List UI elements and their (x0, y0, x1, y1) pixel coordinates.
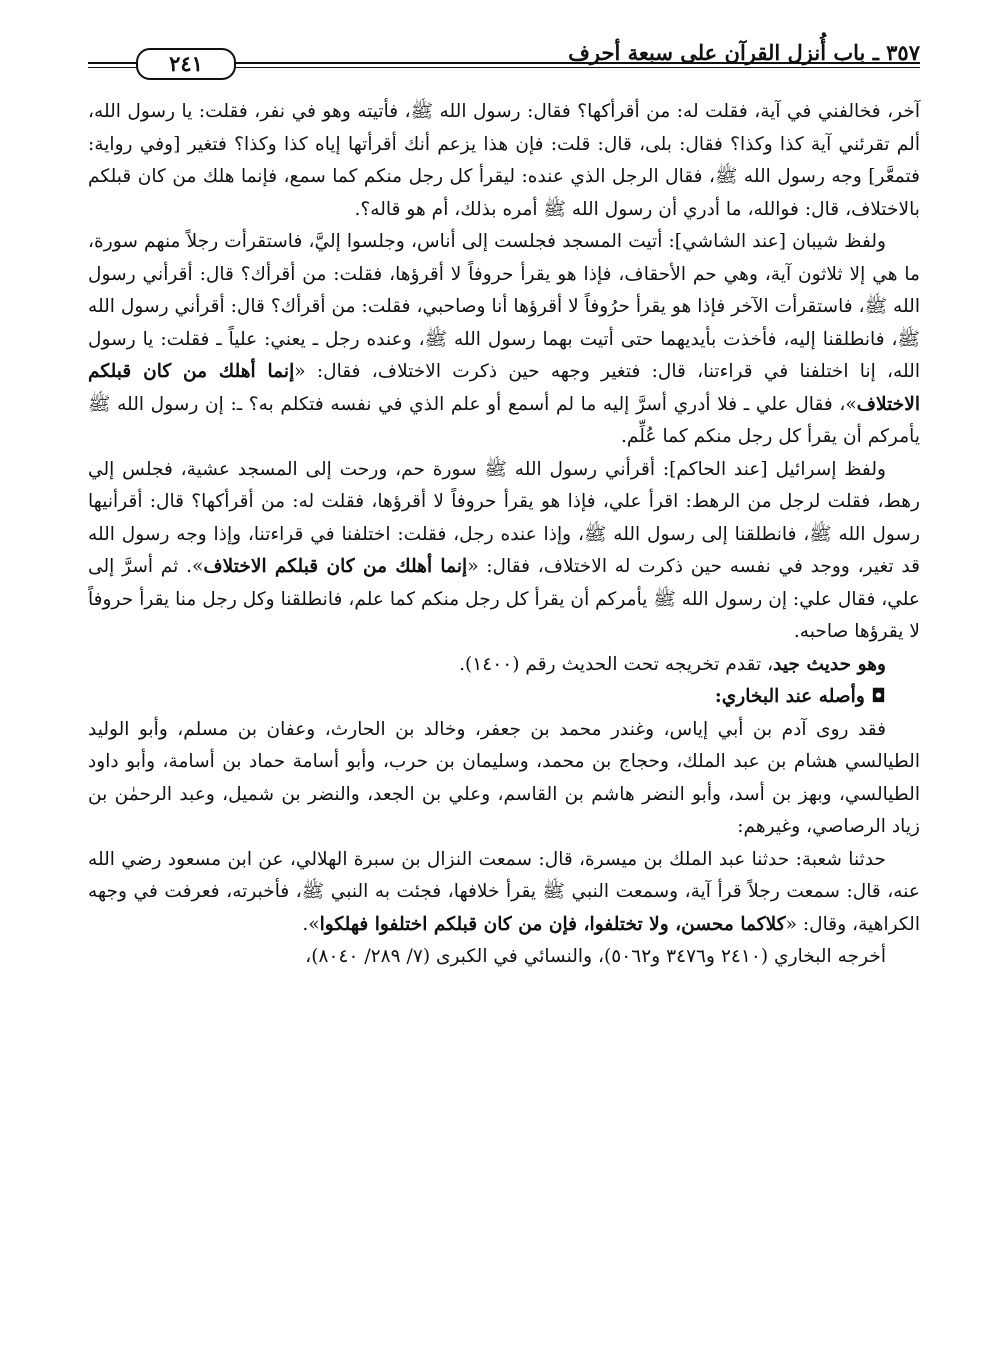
paragraph (88, 96, 920, 226)
bold-text: إنما أهلك من كان قبلكم الاختلاف (88, 361, 920, 415)
paragraph-text: ، تقدم تخريجه تحت الحديث رقم (١٤٠٠). (459, 653, 774, 675)
bold-text: كلاكما محسن، ولا تختلفوا، فإن من كان قبلكم اختلفوا فهلكوا (319, 913, 786, 935)
paragraph-text: حدثنا شعبة: حدثنا عبد الملك بن ميسرة، قال: سمعت النزال بن سبرة الهلالي، عن ابن مسعود رضي الله عنه، قال: سمعت رجلاً قرأ آية، وسمعت النبي ﷺ يقرأ خلافها، فجئت به النبي ﷺ، فأخبرته، فعرفت في وجهه الكراهية، وقال: « (88, 848, 920, 935)
paragraph (88, 941, 920, 974)
paragraph (88, 681, 920, 714)
paragraph (88, 714, 920, 844)
running-header (88, 40, 920, 80)
paragraph-text: أخرجه البخاري (٢٤١٠ و٣٤٧٦ و٥٠٦٢)، والنسائي في الكبرى (٧/ ٢٨٩/ ٨٠٤٠)، (305, 946, 886, 967)
paragraph-text: ». ثم أسرَّ إلى علي، فقال علي: إن رسول الله ﷺ يأمركم أن يقرأ كل رجل منكم كما علم، فانطلقنا وكل رجل منا يقرأ حروفاً لا يقرؤها صاحبه. (88, 556, 920, 642)
paragraph-text: ولفظ شيبان [عند الشاشي]: أتيت المسجد فجلست إلى أناس، وجلسوا إليَّ، فاستقرأت رجلاً منهم سورة، ما هي إلا ثلاثون آية، وهي حم الأحقاف، فإذا هو يقرأ حروفاً لا أقرؤها، فقلت: من أقرأك؟ قال: أقرأني رسول الله ﷺ، فاستقرأت الآخر فإذا هو يقرأ حرُوفاً لا أقرؤها أنا وصاحبي، فقلت: من أقرأك؟ قال: أقرأني رسول الله ﷺ، فانطلقنا إليه، فأخذت بأيديهما حتى أتيت بهما رسول الله ﷺ، وعنده رجل ـ يعني: علياً ـ فقلت: يا رسول الله، إنا اختلفنا في قراءتنا، قال: فتغير وجهه حين ذكرت الاختلاف، فقال: « (88, 231, 920, 382)
paragraph-text: ». (302, 913, 320, 935)
paragraph-text: فقد روى آدم بن أبي إياس، وغندر محمد بن جعفر، وخالد بن الحارث، وعفان بن مسلم، وأبو الوليد الطيالسي هشام بن عبد الملك، وحجاج بن محمد، وسليمان بن حرب، وأبو أسامة حماد بن أسامة، وأبو داود الطيالسي، وبهز بن أسد، وأبو النضر هاشم بن القاسم، وعلي بن الجعد، والنضر بن شميل، وعبد الرحمٰن بن زياد الرصاصي، وغيرهم: (88, 718, 920, 837)
paragraph (88, 454, 920, 649)
document-body (88, 96, 920, 974)
bold-text: ◘ وأصله عند البخاري: (714, 686, 886, 707)
page-number: ٢٤١ (136, 48, 236, 80)
paragraph-text: ولفظ إسرائيل [عند الحاكم]: أقرأني رسول الله ﷺ سورة حم، ورحت إلى المسجد عشية، فجلس إلي رهط، فقلت لرجل من الرهط: اقرأ علي، فإذا هو يقرأ حروفاً لا أقرؤها، فقلت له: من أقرأكها؟ قال: أقرأنيها رسول الله ﷺ، فانطلقنا إلى رسول الله ﷺ، وإذا عنده رجل، فقلت: اختلفنا في قراءتنا، وإذا وجه رسول الله قد تغير، ووجد في نفسه حين ذكرت له الاختلاف، فقال: « (88, 458, 920, 577)
paragraph-text: آخر، فخالفني في آية، فقلت له: من أقرأكها؟ فقال: رسول الله ﷺ، فأتيته وهو في نفر، فقلت: يا رسول الله، ألم تقرئني آية كذا وكذا؟ فقال: بلى، قال: قلت: فإن هذا يزعم أنك أقرأتها إياه كذا وكذا؟ فتغير [وفي رواية: فتمعَّر] وجه رسول الله ﷺ، فقال الرجل الذي عنده: ليقرأ كل رجل منكم كما سمع، فإنما هلك من كان قبلكم بالاختلاف، قال: فوالله، ما أدري أن رسول الله ﷺ أمره بذلك، أم هو قاله؟. (88, 101, 920, 220)
paragraph (88, 649, 920, 682)
paragraph (88, 226, 920, 454)
bold-text: وهو حديث جيد (773, 653, 886, 675)
chapter-title: ٣٥٧ ـ باب أُنزل القرآن على سبعة أحرف (568, 40, 920, 65)
paragraph (88, 844, 920, 942)
bold-text: إنما أهلك من كان قبلكم الاختلاف (203, 556, 468, 577)
paragraph-text: »، فقال علي ـ فلا أدري أسرَّ إليه ما لم أسمع أو علم الذي في نفسه فتكلم به؟ ـ: إن رسول الله ﷺ يأمركم أن يقرأ كل رجل منكم كما عُلِّم. (88, 393, 920, 447)
